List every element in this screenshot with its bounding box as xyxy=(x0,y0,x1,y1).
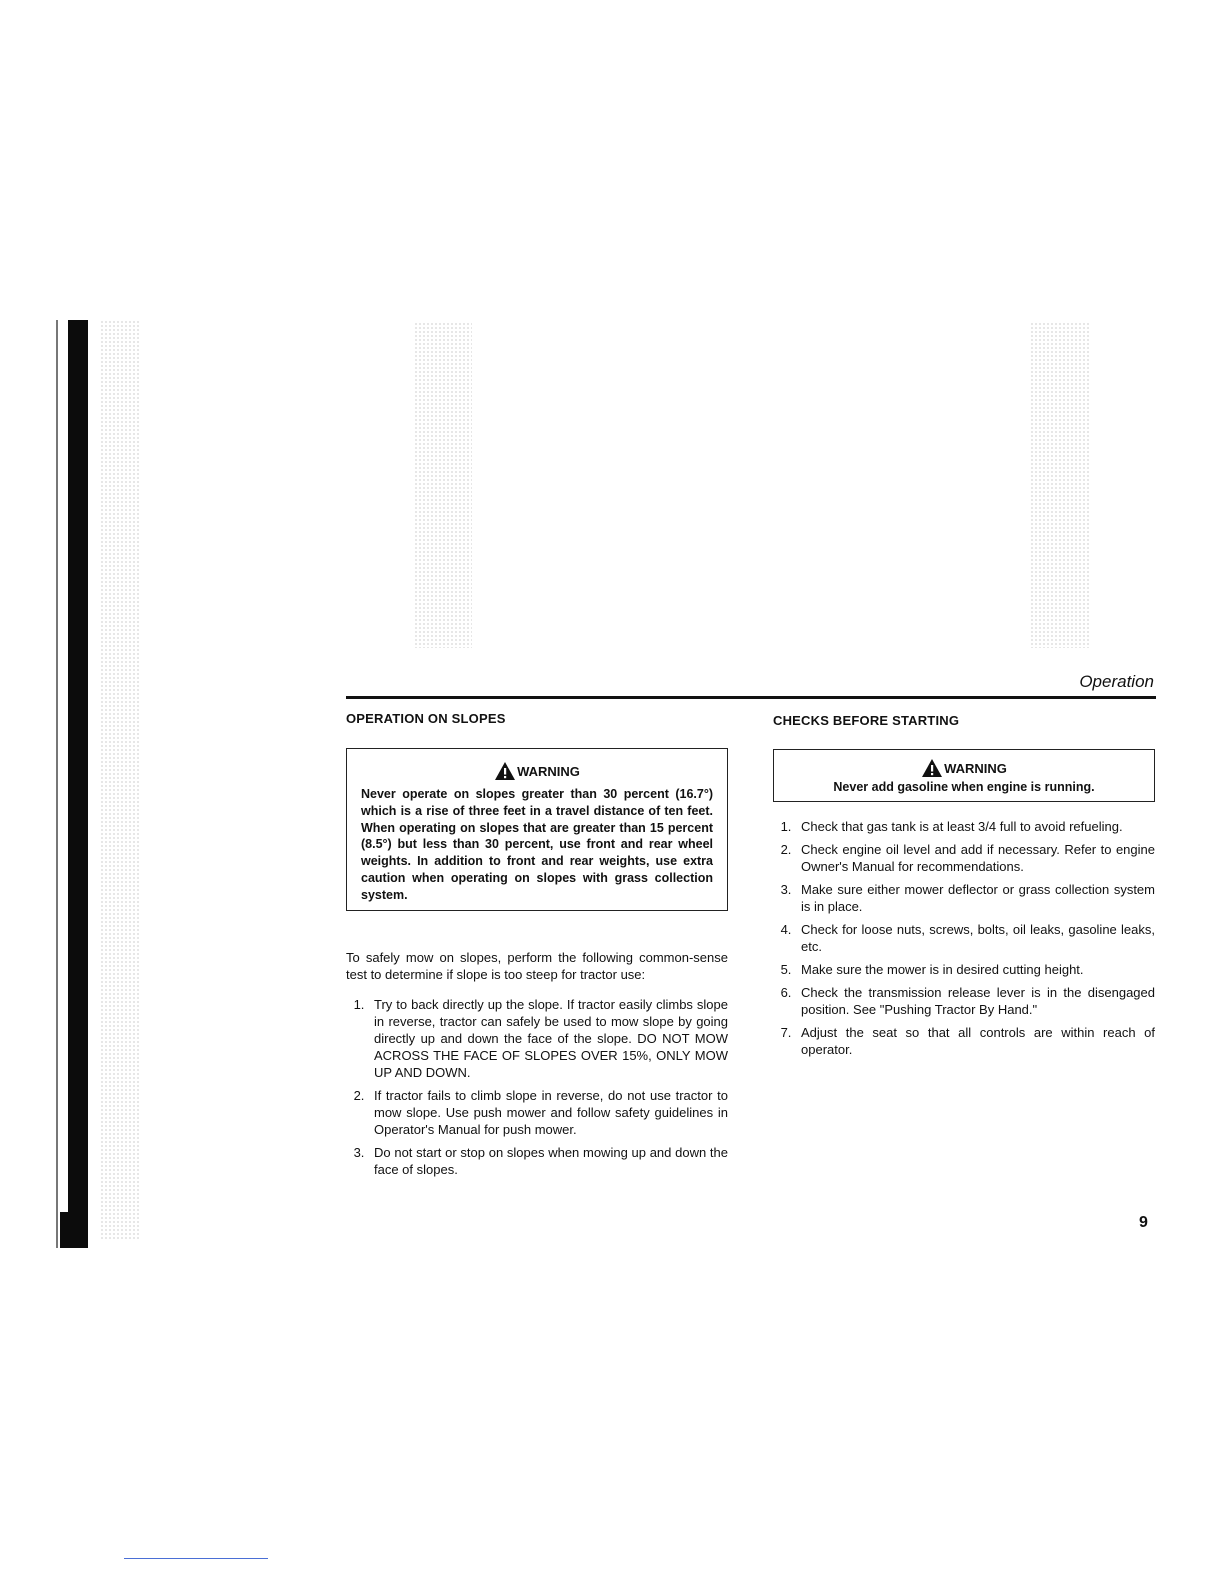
list-item: 7. Adjust the seat so that all controls are within reach of operator. xyxy=(780,1024,1155,1057)
section-title: Operation xyxy=(1079,672,1154,691)
left-heading: OPERATION ON SLOPES xyxy=(346,711,506,726)
left-column xyxy=(346,710,728,1184)
list-item: 4. Check for loose nuts, screws, bolts, oil leaks, gasoline leaks, etc. xyxy=(780,921,1155,954)
header-rule xyxy=(346,696,1156,699)
warning-text: Never operate on slopes greater than 30 percent (16.7°) which is a rise of three feet in a travel distance of ten feet. When operating on slopes that are greater than 15 percent (8.5°) but less than 30 percent, use front and rear wheel weights. In addition to front and rear weights, use extra caution when operating on slopes with grass collection system. xyxy=(361,787,713,902)
checks-list xyxy=(773,818,1155,1058)
list-item: 2. Check engine oil level and add if necessary. Refer to engine Owner's Manual for recommendations. xyxy=(780,841,1155,874)
list-item: 3. Do not start or stop on slopes when mowing up and down the face of slopes. xyxy=(353,1144,728,1177)
page-header xyxy=(346,672,1154,698)
scan-speckle-top-right xyxy=(1030,322,1090,648)
list-item: 2. If tractor fails to climb slope in reverse, do not use tractor to mow slope. Use push mower and follow safety guidelines in Operator's Manual for push mower. xyxy=(353,1087,728,1137)
scan-speckle-top-mid xyxy=(414,322,472,648)
warning-triangle-icon xyxy=(921,758,943,778)
warning-text: Never add gasoline when engine is running. xyxy=(833,780,1095,794)
right-column xyxy=(773,712,1155,1064)
binding-shadow xyxy=(68,320,88,1248)
binding-edge xyxy=(56,320,58,1248)
page-number: 9 xyxy=(1139,1214,1148,1231)
warning-title: WARNING xyxy=(517,763,580,779)
scan-speckle-left xyxy=(100,320,140,1240)
slope-test-list xyxy=(346,996,728,1178)
warning-title-row xyxy=(788,758,1140,778)
right-heading: CHECKS BEFORE STARTING xyxy=(773,713,960,728)
warning-triangle-icon xyxy=(494,761,516,781)
list-item: 1. Check that gas tank is at least 3/4 full to avoid refueling. xyxy=(780,818,1123,834)
list-item: 1. Try to back directly up the slope. If tractor easily climbs slope in reverse, tractor can safely be used to mow slope by going directly up and down the face of the slope. DO NOT MOW ACROSS THE FACE OF SLOPES OVER 15%, ONLY MOW UP AND DOWN. xyxy=(353,996,728,1080)
binding-notch xyxy=(60,1212,70,1248)
gasoline-warning-box xyxy=(773,749,1155,802)
list-item: 5. Make sure the mower is in desired cutting height. xyxy=(780,961,1084,977)
slopes-warning-box xyxy=(346,748,728,911)
footer-line xyxy=(124,1558,268,1559)
warning-title-row xyxy=(361,761,713,781)
list-item: 6. Check the transmission release lever is in the disengaged position. See "Pushing Tractor By Hand." xyxy=(780,984,1155,1017)
warning-title: WARNING xyxy=(944,760,1007,776)
intro-paragraph: To safely mow on slopes, perform the following common-sense test to determine if slope is too steep for tractor use: xyxy=(346,949,728,982)
list-item: 3. Make sure either mower deflector or grass collection system is in place. xyxy=(780,881,1155,914)
